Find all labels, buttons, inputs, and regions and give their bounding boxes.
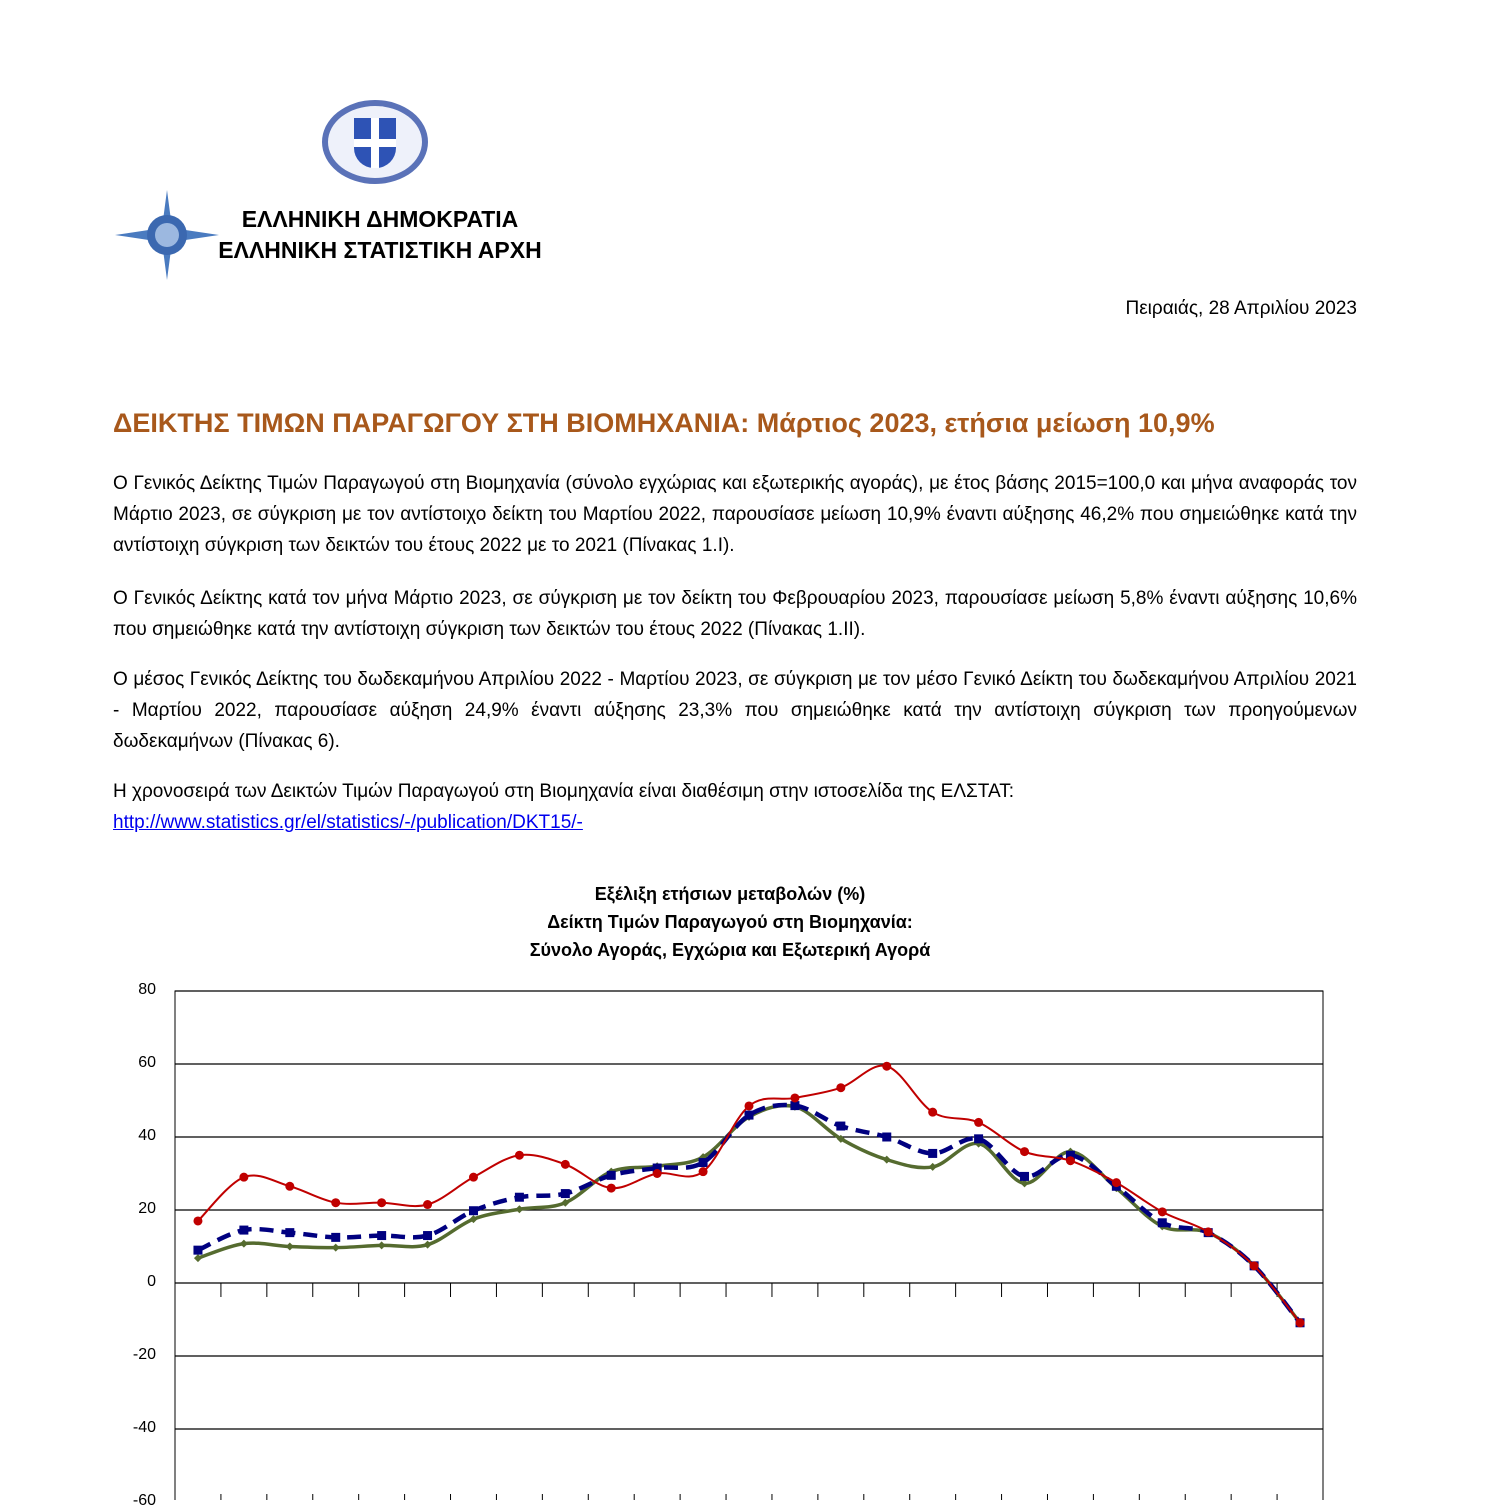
- data-point-square: [836, 1122, 845, 1131]
- org-name-elstat: ΕΛΛΗΝΙΚΗ ΣΤΑΤΙΣΤΙΚΗ ΑΡΧΗ: [218, 237, 542, 263]
- data-point-circle: [836, 1083, 845, 1092]
- data-point-circle: [882, 1062, 891, 1071]
- data-point-circle: [1020, 1147, 1029, 1156]
- y-tick-label: 0: [147, 1273, 156, 1290]
- y-tick-label: -20: [132, 1346, 156, 1363]
- data-point-diamond: [240, 1240, 248, 1248]
- data-point-circle: [928, 1108, 937, 1117]
- series-line: [198, 1105, 1300, 1323]
- data-point-circle: [745, 1101, 754, 1110]
- elstat-publication-link[interactable]: http://www.statistics.gr/el/statistics/-/publication/DKT15/-: [113, 812, 583, 833]
- data-point-circle: [561, 1160, 570, 1169]
- data-point-circle: [515, 1151, 524, 1160]
- y-tick-label: 40: [138, 1127, 156, 1144]
- data-point-diamond: [929, 1163, 937, 1171]
- data-point-square: [1158, 1218, 1167, 1227]
- data-point-circle: [239, 1173, 248, 1182]
- org-name-republic: ΕΛΛΗΝΙΚΗ ΔΗΜΟΚΡΑΤΙΑ: [241, 206, 519, 232]
- data-point-square: [239, 1226, 248, 1235]
- data-point-square: [607, 1171, 616, 1180]
- data-point-circle: [331, 1198, 340, 1207]
- data-point-square: [745, 1111, 754, 1120]
- timeseries-text: Η χρονοσειρά των Δεικτών Τιμών Παραγωγού στη Βιομηχανία είναι διαθέσιμη στην ιστοσελίδα της ΕΛΣΤΑΤ:: [113, 781, 1015, 802]
- page-title: ΔΕΙΚΤΗΣ ΤΙΜΩΝ ΠΑΡΑΓΩΓΟΥ ΣΤΗ ΒΙΟΜΗΧΑΝΙΑ: Μάρτιος 2023, ετήσια μείωση 10,9%: [113, 408, 1215, 438]
- data-point-square: [285, 1228, 294, 1237]
- data-point-circle: [469, 1173, 478, 1182]
- data-point-square: [561, 1189, 570, 1198]
- data-point-square: [974, 1134, 983, 1143]
- data-point-circle: [1066, 1156, 1075, 1165]
- data-point-square: [699, 1158, 708, 1167]
- data-point-circle: [1296, 1318, 1305, 1327]
- data-point-circle: [1112, 1178, 1121, 1187]
- data-point-circle: [1250, 1261, 1259, 1270]
- data-point-circle: [790, 1093, 799, 1102]
- data-point-diamond: [286, 1243, 294, 1251]
- data-point-square: [423, 1231, 432, 1240]
- y-tick-label: 60: [138, 1054, 156, 1071]
- data-point-circle: [285, 1182, 294, 1191]
- data-point-square: [1020, 1172, 1029, 1181]
- y-tick-label: 20: [138, 1200, 156, 1217]
- chart-title-line1: Εξέλιξη ετήσιων μεταβολών (%): [594, 884, 866, 904]
- data-point-square: [790, 1101, 799, 1110]
- chart-title-line2: Δείκτη Τιμών Παραγωγού στη Βιομηχανία:: [547, 912, 913, 932]
- data-point-square: [193, 1246, 202, 1255]
- data-point-square: [377, 1231, 386, 1240]
- y-tick-label: -40: [132, 1419, 156, 1436]
- data-point-circle: [974, 1118, 983, 1127]
- data-point-square: [928, 1149, 937, 1158]
- paragraph-monthly-change: Ο Γενικός Δείκτης κατά τον μήνα Μάρτιο 2023, σε σύγκριση με τον δείκτη του Φεβρουαρίου 2023, παρουσίασε μείωση 5,8% έναντι αύξησης 10,6% που σημειώθηκε κατά την αντίστοιχη σύγκριση των δεικτών του έτους 2022 (Πίνακας 1.ΙΙ).: [113, 588, 1357, 640]
- data-point-diamond: [515, 1205, 523, 1213]
- series-line: [198, 1106, 1300, 1323]
- chart-title-line3: Σύνολο Αγοράς, Εγχώρια και Εξωτερική Αγορά: [529, 940, 931, 960]
- data-point-circle: [607, 1184, 616, 1193]
- data-point-circle: [1204, 1227, 1213, 1236]
- data-point-circle: [1158, 1207, 1167, 1216]
- data-point-circle: [699, 1167, 708, 1176]
- y-tick-label: 80: [138, 981, 156, 998]
- data-point-circle: [653, 1169, 662, 1178]
- data-point-diamond: [378, 1241, 386, 1249]
- data-point-square: [331, 1233, 340, 1242]
- data-point-square: [882, 1133, 891, 1142]
- data-point-circle: [423, 1200, 432, 1209]
- data-point-diamond: [883, 1156, 891, 1164]
- y-tick-label: -60: [132, 1492, 156, 1509]
- document-date: Πειραιάς, 28 Απριλίου 2023: [1125, 298, 1357, 319]
- paragraph-twelve-month-change: Ο μέσος Γενικός Δείκτης του δωδεκαμήνου Απριλίου 2022 - Μαρτίου 2023, σε σύγκριση με τον μέσο Γενικό Δείκτη του δωδεκαμήνου Απριλίου 2021 - Μαρτίου 2022, παρουσίασε αύξηση 24,9% έναντι αύξησης 23,3% που σημειώθηκε κατά την αντίστοιχη σύγκριση των προηγούμενων δωδεκαμήνων (Πίνακας 6).: [113, 669, 1357, 752]
- paragraph-annual-change: Ο Γενικός Δείκτης Τιμών Παραγωγού στη Βιομηχανία (σύνολο εγχώριας και εξωτερικής αγοράς), με έτος βάσης 2015=100,0 και μήνα αναφοράς τον Μάρτιο 2023, σε σύγκριση με τον αντίστοιχο δείκτη του Μαρτίου 2022, παρουσίασε μείωση 10,9% έναντι αύξησης 46,2% που σημειώθηκε κατά την αντίστοιχη σύγκριση των δεικτών του έτους 2022 με το 2021 (Πίνακας 1.Ι).: [113, 473, 1357, 556]
- data-point-square: [515, 1193, 524, 1202]
- data-point-square: [469, 1206, 478, 1215]
- data-point-circle: [193, 1216, 202, 1225]
- data-point-diamond: [332, 1244, 340, 1252]
- data-point-circle: [377, 1198, 386, 1207]
